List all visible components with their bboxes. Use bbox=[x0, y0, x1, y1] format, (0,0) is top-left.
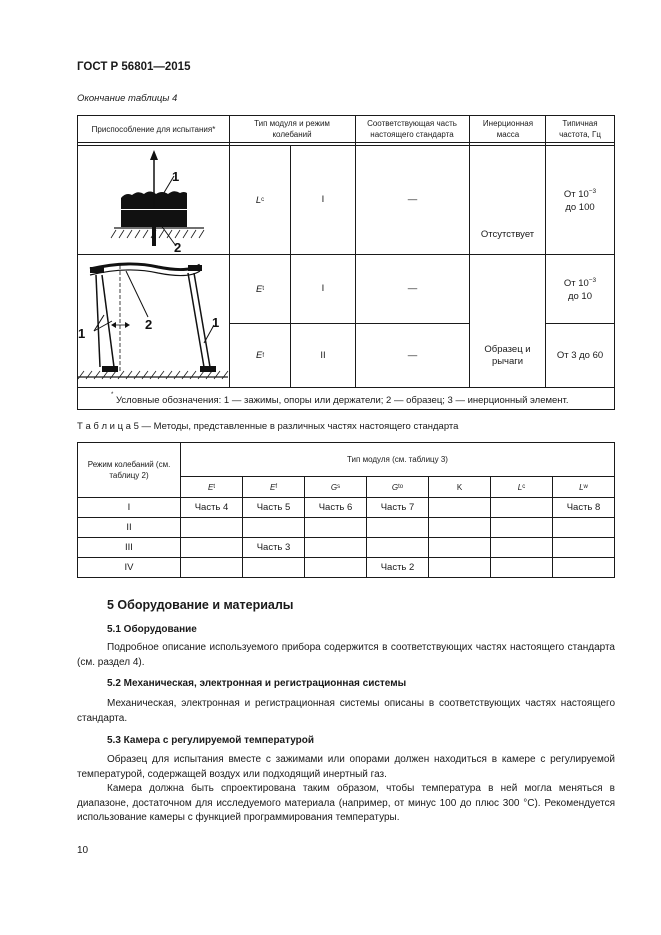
section-5-title: 5 Оборудование и материалы bbox=[107, 598, 294, 612]
col-header-inertia: Инерционная масса bbox=[482, 119, 534, 139]
col-header-frequency: Типичная частота, Гц bbox=[559, 119, 601, 139]
mode-header: Режим колебаний (см. таблицу 2) bbox=[87, 460, 171, 480]
section-5-2-title: 5.2 Механическая, электронная и регистрационная системы bbox=[107, 678, 407, 689]
figure2-label-specimen: 2 bbox=[145, 317, 153, 332]
section-5-1-title: 5.1 Оборудование bbox=[107, 624, 197, 635]
table-cell bbox=[491, 498, 552, 517]
table-4 bbox=[77, 115, 615, 410]
module-header-lc: L c bbox=[517, 482, 526, 492]
table-cell: Часть 7 bbox=[380, 501, 415, 513]
table-cell: Часть 3 bbox=[256, 541, 291, 553]
page-number: 10 bbox=[77, 845, 89, 856]
row1-module: L c bbox=[255, 194, 265, 206]
figure2-label-support-left: 1 bbox=[78, 326, 86, 341]
row2-frequency: От $10^{-3}$ до 10 bbox=[563, 277, 597, 302]
row2-mode: I bbox=[321, 283, 325, 294]
table-continuation-caption: Окончание таблицы 4 bbox=[77, 93, 178, 104]
row3-module: E f bbox=[255, 350, 264, 361]
figure2-label-support-right: 1 bbox=[212, 315, 220, 330]
row2-part: — bbox=[407, 283, 418, 294]
table-5 bbox=[77, 442, 615, 578]
module-header-ef: E f bbox=[269, 482, 277, 492]
table-row-mode: III bbox=[125, 541, 133, 553]
table-cell: Часть 4 bbox=[194, 501, 229, 513]
row1-frequency: От $10^{-3}$ до 100 bbox=[563, 188, 597, 213]
section-5-3-title: 5.3 Камера с регулируемой температурой bbox=[107, 735, 315, 746]
row1-part: — bbox=[407, 194, 418, 205]
table5-caption: Т а б л и ц а 5 — Методы, представленные в различных частях настоящего стандарта bbox=[77, 421, 459, 432]
col-header-part: Соответствующая часть настоящего стандарта bbox=[367, 119, 457, 139]
standard-header: ГОСТ Р 56801—2015 bbox=[77, 61, 191, 73]
inertia-absent: Отсутствует bbox=[480, 228, 535, 240]
col-header-module: Тип модуля и режим колебаний bbox=[254, 119, 330, 139]
row3-part: — bbox=[407, 349, 418, 361]
module-header-gto: G to bbox=[391, 482, 404, 492]
col-header-fixture: Приспособление для испытания* bbox=[91, 124, 216, 134]
section-5-3-text: Образец для испытания вместе с зажимами или опорами должен находиться в камере с регулируемой температурой, содержащей воздух или подходящий инертный газ. Камера должна быть спроектирована таким образом, чтобы температура в ней могла меняться в диапазоне, достаточном для исследуемого материала (например, от минус 100 до плюс 300 °C). Рекомендуется использование камеры с функцией программирования температуры. bbox=[77, 754, 615, 823]
table4-footnote: * Условные обозначения: 1 — зажимы, опоры или держатели; 2 — образец; 3 — инерционный элемент. bbox=[111, 392, 569, 407]
bending-fixture-figure bbox=[78, 255, 229, 387]
row3-frequency: От 3 до 60 bbox=[556, 349, 604, 361]
section-5-1-text: Подробное описание используемого прибора содержится в соответствующих частях настоящего стандарта (см. раздел 4). bbox=[77, 642, 615, 668]
table-cell: Часть 6 bbox=[318, 501, 353, 513]
row1-mode: I bbox=[321, 194, 325, 205]
table-row-mode: I bbox=[127, 501, 131, 513]
figure1-label-specimen: 2 bbox=[174, 240, 182, 254]
table-cell bbox=[429, 498, 490, 517]
module-header-lw: L w bbox=[579, 482, 588, 492]
table-cell: Часть 2 bbox=[380, 561, 415, 573]
module-type-header: Тип модуля (см. таблицу 3) bbox=[347, 455, 448, 464]
table-cell: Часть 5 bbox=[256, 501, 291, 513]
table-row-mode: II bbox=[126, 521, 132, 533]
row3-mode: II bbox=[320, 349, 326, 361]
figure1-label-clamp: 1 bbox=[172, 169, 180, 184]
inertia-sample: Образец и рычаги bbox=[484, 343, 531, 367]
table-cell: Часть 8 bbox=[566, 501, 601, 513]
module-header-k: K bbox=[456, 482, 463, 492]
module-header-et: E t bbox=[207, 482, 215, 492]
module-header-gs: G s bbox=[330, 482, 341, 492]
row2-module: E t bbox=[255, 283, 264, 295]
compression-fixture-figure bbox=[78, 146, 229, 254]
table-row-mode: IV bbox=[124, 561, 134, 573]
section-5-2-text: Механическая, электронная и регистрационная системы описаны в соответствующих частях настоящего стандарта. bbox=[77, 698, 615, 724]
